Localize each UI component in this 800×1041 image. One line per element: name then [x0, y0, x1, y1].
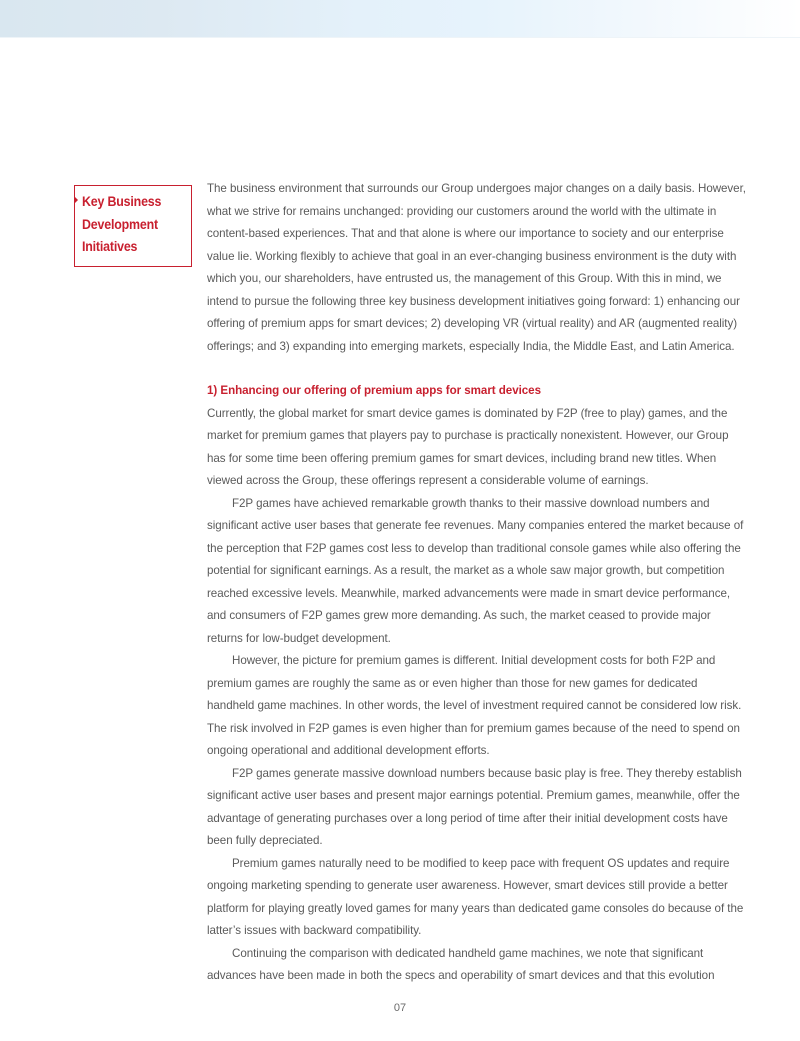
- body-paragraph: However, the picture for premium games is different. Initial development costs for both F2P and premium games are roughly the same as or even higher than those for new games for dedicated handheld game machines. In other words, the level of investment required cannot be considered low risk. The risk involved in F2P games is even higher than for premium games because of the need to spend on ongoing operational and additional development efforts.: [207, 654, 742, 757]
- body-paragraph: Currently, the global market for smart device games is dominated by F2P (free to play) games, and the market for premium games that players pay to purchase is practically nonexistent. However, our Group has for some time been offering premium games for smart devices, including brand new titles. When viewed across the Group, these offerings represent a considerable volume of earnings.: [207, 406, 729, 487]
- body-paragraph: F2P games have achieved remarkable growth thanks to their massive download numbers and significant active user bases that generate fee revenues. Many companies entered the market because of the perception that F2P games cost less to develop than traditional console games while also offering the potential for significant earnings. As a result, the market as a whole saw major growth, but competition reached excessive levels. Meanwhile, marked advancements were made in smart device performance, and consumers of F2P games grew more demanding. As such, the market ceased to provide major returns for low-budget development.: [207, 496, 744, 645]
- section-title-box: [74, 185, 192, 267]
- section-title: Key Business Development Initiatives: [82, 194, 162, 254]
- subsection-heading: 1) Enhancing our offering of premium apps for smart devices: [207, 384, 541, 397]
- body-paragraph: Continuing the comparison with dedicated handheld game machines, we note that significant advances have been made in both the specs and operability of smart devices and that this evolution: [207, 946, 715, 982]
- paragraph-spacer: [207, 358, 747, 380]
- body-paragraph: F2P games generate massive download numbers because basic play is free. They thereby establish significant active user bases and present major earnings potential. Premium games, meanwhile, offer the advantage of generating purchases over a long period of time after their initial development costs have been fully depreciated.: [207, 766, 742, 847]
- header-gradient-band: [0, 0, 800, 38]
- article-body: [207, 178, 747, 988]
- page-number: 07: [393, 1002, 407, 1014]
- triangle-marker-icon: [74, 196, 78, 204]
- intro-paragraph: The business environment that surrounds our Group undergoes major changes on a daily basis. However, what we strive for remains unchanged: providing our customers around the world with the ultimate in content-based experiences. That and that alone is where our importance to society and our enterprise value lie. Working flexibly to achieve that goal in an ever-changing business environment is the duty with which you, our shareholders, have entrusted us, the management of this Group. With this in mind, we intend to pursue the following three key business development initiatives going forward: 1) enhancing our offering of premium apps for smart devices; 2) developing VR (virtual reality) and AR (augmented reality) offerings; and 3) expanding into emerging markets, especially India, the Middle East, and Latin America.: [207, 182, 746, 353]
- body-paragraph: Premium games naturally need to be modified to keep pace with frequent OS updates and require ongoing marketing spending to generate user awareness. However, smart devices still provide a better platform for playing greatly loved games for many years than dedicated game consoles do because of the latter’s issues with backward compatibility.: [207, 856, 744, 937]
